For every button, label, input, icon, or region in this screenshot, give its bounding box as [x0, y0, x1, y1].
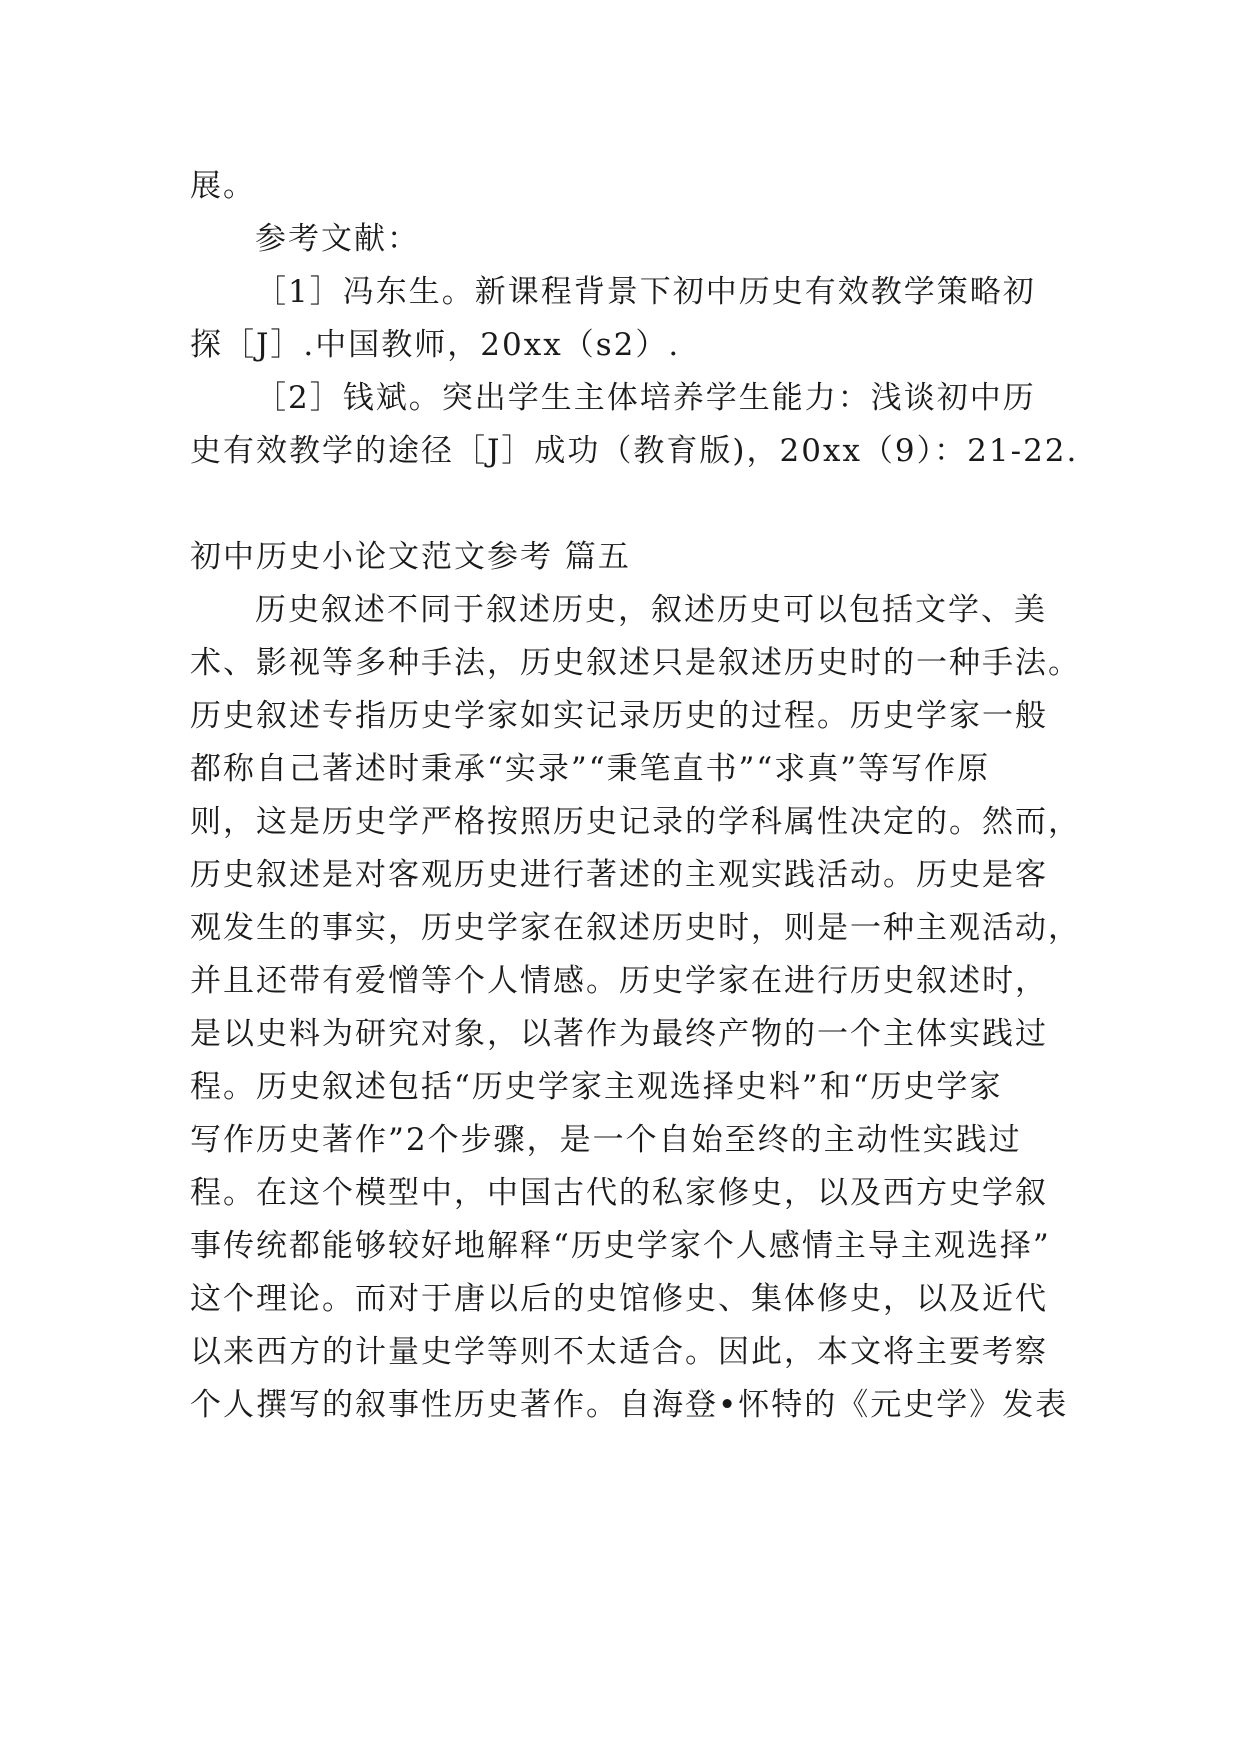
reference-1-line-2: 探［J］.中国教师，20xx（s2）.	[190, 327, 681, 363]
paragraph-fragment: 展。	[190, 168, 256, 204]
body-line: 事传统都能够较好地解释“历史学家个人感情主导主观选择”	[190, 1228, 1051, 1264]
section-title: 初中历史小论文范文参考 篇五	[190, 539, 631, 575]
body-line: 程。在这个模型中，中国古代的私家修史，以及西方史学叙	[190, 1175, 1048, 1211]
body-line: 写作历史著作”2个步骤，是一个自始至终的主动性实践过	[190, 1122, 1022, 1158]
body-line: 以来西方的计量史学等则不太适合。因此，本文将主要考察	[190, 1334, 1048, 1370]
body-line: 历史叙述不同于叙述历史，叙述历史可以包括文学、美	[255, 592, 1047, 628]
section-spacer	[190, 478, 1060, 531]
body-line: 程。历史叙述包括“历史学家主观选择史料”和“历史学家	[190, 1069, 1003, 1105]
body-line: 并且还带有爱憎等个人情感。历史学家在进行历史叙述时，	[190, 963, 1048, 999]
body-line: 个人撰写的叙事性历史著作。自海登•怀特的《元史学》发表	[190, 1387, 1069, 1423]
reference-2-line-1: ［2］钱斌。突出学生主体培养学生能力：浅谈初中历	[255, 380, 1036, 416]
body-line: 这个理论。而对于唐以后的史馆修史、集体修史，以及近代	[190, 1281, 1048, 1317]
body-line: 则，这是历史学严格按照历史记录的学科属性决定的。然而，	[190, 804, 1081, 840]
body-line: 是以史料为研究对象，以著作为最终产物的一个主体实践过	[190, 1016, 1048, 1052]
body-line: 术、影视等多种手法，历史叙述只是叙述历史时的一种手法。	[190, 645, 1081, 681]
body-line: 观发生的事实，历史学家在叙述历史时，则是一种主观活动，	[190, 910, 1081, 946]
reference-1-line-1: ［1］冯东生。新课程背景下初中历史有效教学策略初	[255, 274, 1036, 310]
document-body	[190, 160, 1081, 1432]
references-heading: 参考文献：	[255, 221, 420, 257]
body-line: 都称自己著述时秉承“实录”“秉笔直书”“求真”等写作原	[190, 751, 991, 787]
body-line: 历史叙述是对客观历史进行著述的主观实践活动。历史是客	[190, 857, 1048, 893]
body-line: 历史叙述专指历史学家如实记录历史的过程。历史学家一般	[190, 698, 1048, 734]
reference-2-line-2: 史有效教学的途径［J］成功（教育版)，20xx（9）：21-22.	[190, 433, 1079, 469]
